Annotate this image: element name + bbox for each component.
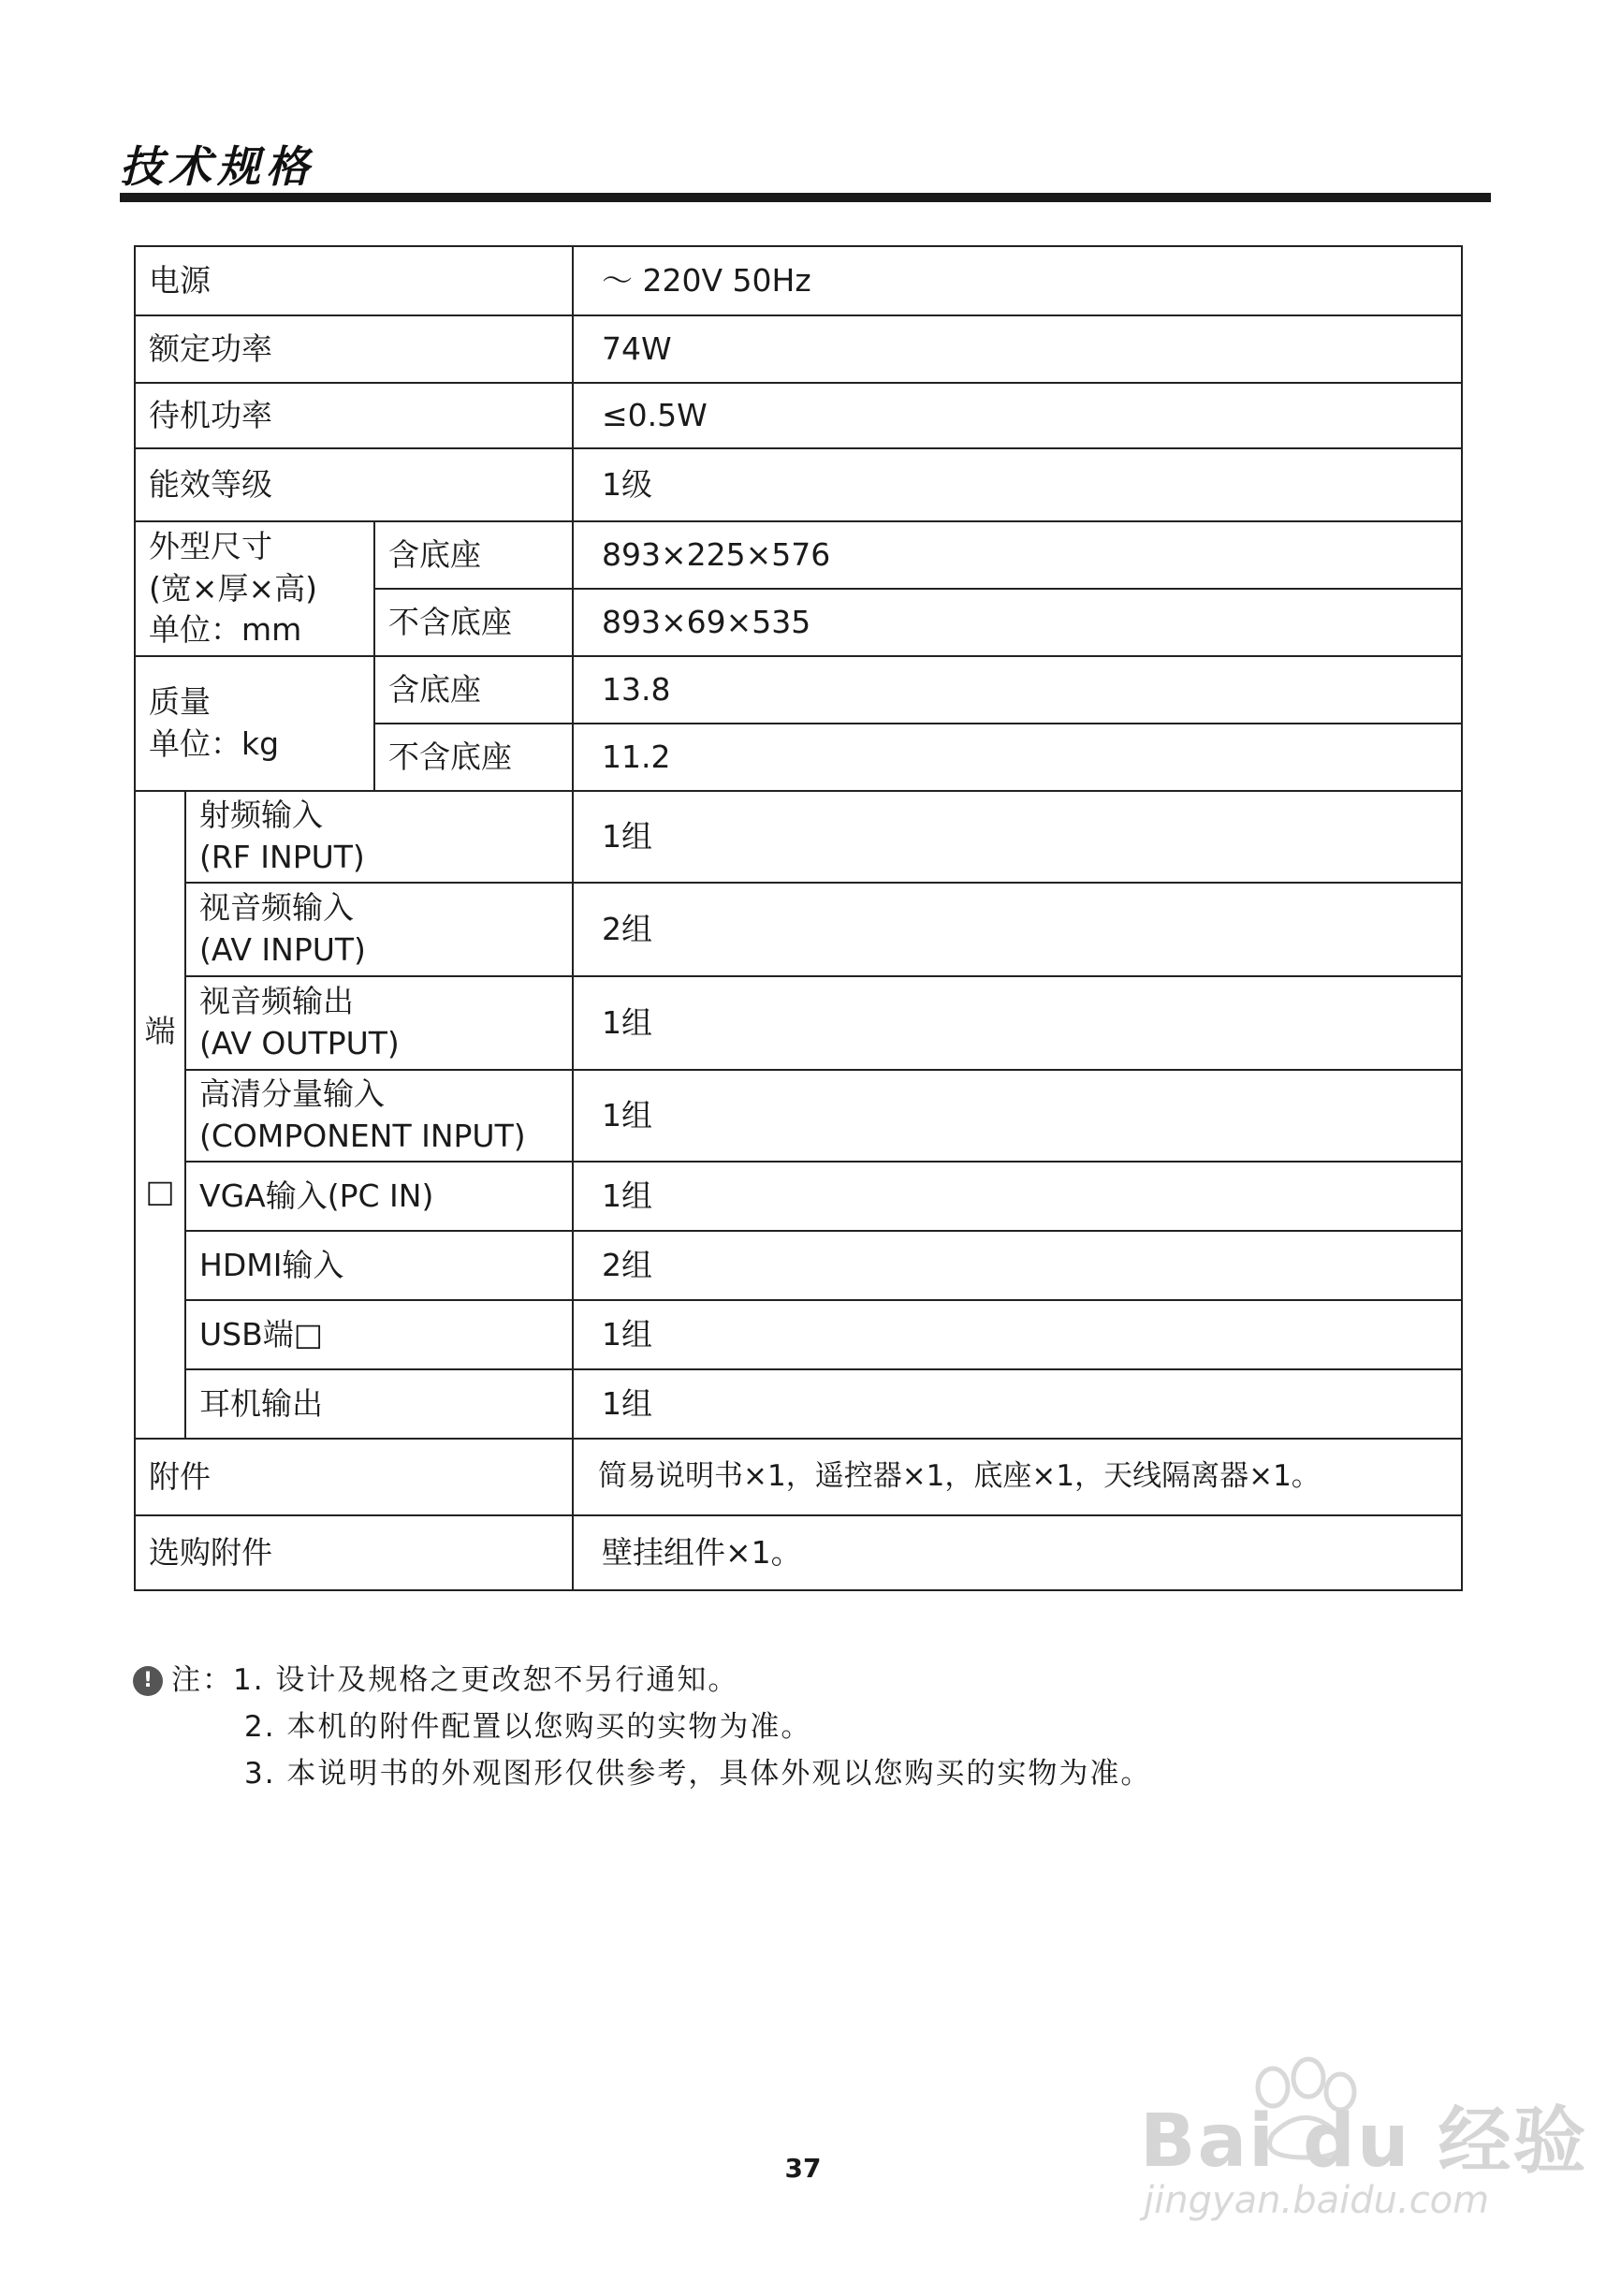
rated-power-value: 74W xyxy=(573,315,1462,383)
warning-icon: ! xyxy=(133,1666,163,1696)
table-row xyxy=(135,1300,1462,1369)
accessories-value: 简易说明书×1，遥控器×1，底座×1，天线隔离器×1。 xyxy=(573,1439,1462,1515)
dimensions-without-stand-label: 不含底座 xyxy=(374,589,573,656)
optional-accessories-value: 壁挂组件×1。 xyxy=(573,1515,1462,1590)
table-row xyxy=(135,1162,1462,1231)
dimensions-label-line3: 单位：mm xyxy=(149,611,302,649)
note-text-1: 1. 设计及规格之更改恕不另行通知。 xyxy=(233,1663,739,1697)
optional-accessories-label: 选购附件 xyxy=(135,1515,573,1590)
notes xyxy=(171,1657,1151,1797)
spec-table xyxy=(134,245,1463,1591)
energy-grade-label: 能效等级 xyxy=(135,448,573,521)
dimensions-label xyxy=(135,521,374,656)
port-component-label-en: (COMPONENT INPUT) xyxy=(199,1118,526,1154)
power-label: 电源 xyxy=(135,246,573,315)
dimensions-with-stand-value: 893×225×576 xyxy=(573,521,1462,589)
port-component-value: 1组 xyxy=(573,1070,1462,1162)
dimensions-label-line1: 外型尺寸 xyxy=(149,528,272,565)
port-rf-label-en: (RF INPUT) xyxy=(199,839,365,875)
page-number: 37 xyxy=(784,2153,822,2184)
port-headphone-value: 1组 xyxy=(573,1369,1462,1439)
watermark-url: jingyan.baidu.com xyxy=(1144,2179,1490,2222)
standby-power-value: ≤0.5W xyxy=(573,383,1462,448)
port-rf-value: 1组 xyxy=(573,791,1462,883)
weight-without-stand-value: 11.2 xyxy=(573,724,1462,791)
port-rf-label xyxy=(185,791,573,883)
dimensions-without-stand-value: 893×69×535 xyxy=(573,589,1462,656)
weight-without-stand-label: 不含底座 xyxy=(374,724,573,791)
table-row xyxy=(135,656,1462,724)
table-row xyxy=(135,1369,1462,1439)
port-av-out-label xyxy=(185,976,573,1070)
port-hdmi-value: 2组 xyxy=(573,1231,1462,1300)
port-av-out-value: 1组 xyxy=(573,976,1462,1070)
port-usb-label: USB端□ xyxy=(185,1300,573,1369)
watermark-brand: Bai du 经验 xyxy=(1140,2099,1588,2184)
port-component-label-cn: 高清分量输入 xyxy=(199,1075,385,1113)
standby-power-label: 待机功率 xyxy=(135,383,573,448)
rated-power-label: 额定功率 xyxy=(135,315,573,383)
dimensions-label-line2: (宽×厚×高) xyxy=(149,569,318,607)
dimensions-with-stand-label: 含底座 xyxy=(374,521,573,589)
page-title: 技术规格 xyxy=(120,141,314,192)
table-row xyxy=(135,521,1462,589)
port-av-in-label-en: (AV INPUT) xyxy=(199,931,366,968)
port-av-out-label-cn: 视音频输出 xyxy=(199,983,354,1020)
table-row xyxy=(135,448,1462,521)
table-row xyxy=(135,383,1462,448)
weight-with-stand-value: 13.8 xyxy=(573,656,1462,724)
note-prefix: 注： xyxy=(171,1663,233,1697)
port-av-in-label-cn: 视音频输入 xyxy=(199,889,354,927)
table-row xyxy=(135,315,1462,383)
port-headphone-label: 耳机输出 xyxy=(185,1369,573,1439)
energy-grade-value: 1级 xyxy=(573,448,1462,521)
accessories-label: 附件 xyxy=(135,1439,573,1515)
note-line-2: 2. 本机的附件配置以您购买的实物为准。 xyxy=(244,1710,812,1744)
ports-group-label-2: □ xyxy=(145,1173,175,1209)
port-vga-label: VGA输入(PC IN) xyxy=(185,1162,573,1231)
ports-group-label xyxy=(135,791,185,1439)
title-divider xyxy=(120,193,1491,202)
table-row xyxy=(135,976,1462,1070)
table-row xyxy=(135,246,1462,315)
table-row xyxy=(135,1231,1462,1300)
port-component-label xyxy=(185,1070,573,1162)
weight-label-line1: 质量 xyxy=(149,683,211,721)
ports-group-label-1: 端 xyxy=(144,1013,176,1050)
table-row xyxy=(135,791,1462,883)
port-av-in-value: 2组 xyxy=(573,883,1462,976)
port-usb-value: 1组 xyxy=(573,1300,1462,1369)
table-row xyxy=(135,1070,1462,1162)
port-rf-label-cn: 射频输入 xyxy=(199,797,323,834)
port-av-out-label-en: (AV OUTPUT) xyxy=(199,1025,400,1061)
weight-label xyxy=(135,656,374,791)
weight-label-line2: 单位：kg xyxy=(149,725,280,762)
table-row xyxy=(135,1515,1462,1590)
power-value: ～ 220V 50Hz xyxy=(573,246,1462,315)
port-vga-value: 1组 xyxy=(573,1162,1462,1231)
note-line-1 xyxy=(171,1657,1151,1704)
table-row xyxy=(135,1439,1462,1515)
port-av-in-label xyxy=(185,883,573,976)
table-row xyxy=(135,883,1462,976)
weight-with-stand-label: 含底座 xyxy=(374,656,573,724)
port-hdmi-label: HDMI输入 xyxy=(185,1231,573,1300)
note-line-3: 3. 本说明书的外观图形仅供参考，具体外观以您购买的实物为准。 xyxy=(244,1757,1152,1791)
